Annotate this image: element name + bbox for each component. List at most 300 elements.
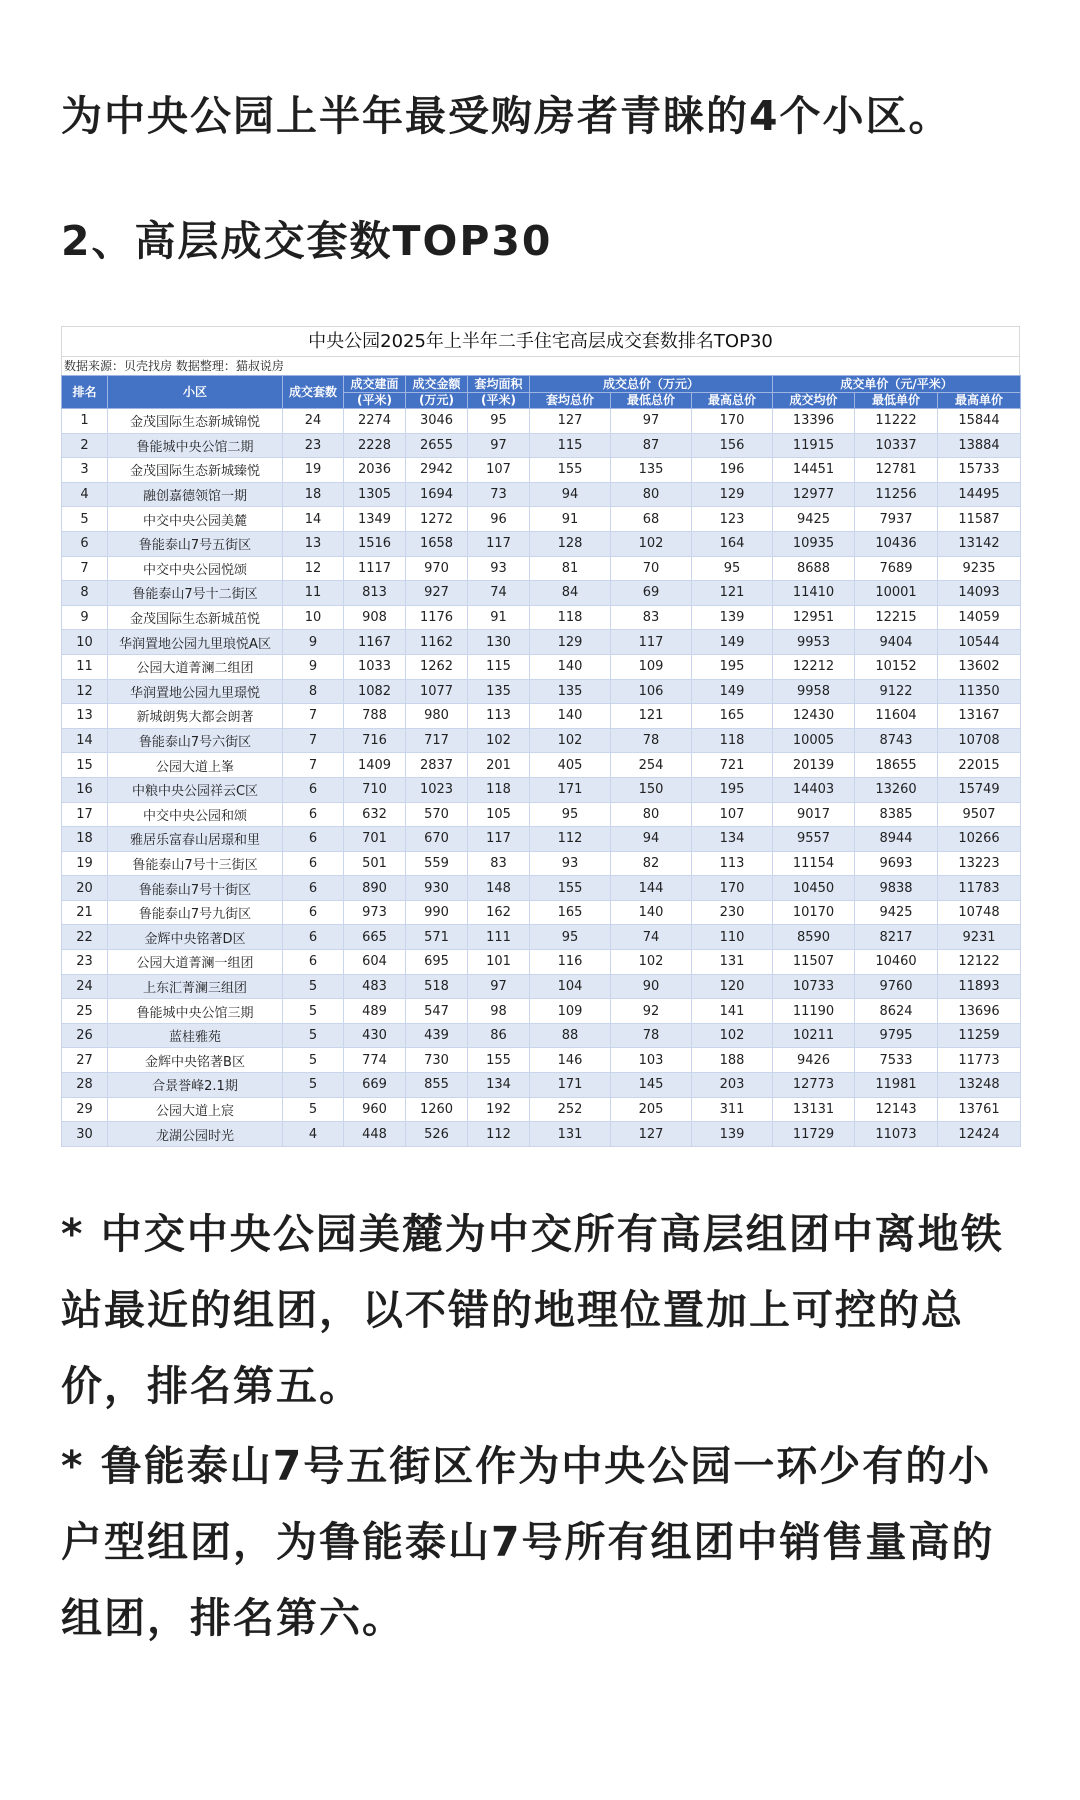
cell-unit-avg: 10733 (773, 974, 855, 999)
cell-unit-min: 8624 (855, 999, 938, 1024)
cell-count: 18 (283, 482, 344, 507)
cell-unit-max: 14059 (938, 605, 1021, 630)
cell-total-min: 144 (611, 876, 692, 901)
cell-unit-avg: 13396 (773, 409, 855, 434)
cell-total-max: 156 (692, 433, 773, 458)
header-amount-unit: (万元) (406, 393, 468, 409)
header-area: 成交建面 (344, 376, 406, 393)
cell-rank: 1 (62, 409, 108, 434)
cell-unit-min: 10436 (855, 531, 938, 556)
cell-rank: 28 (62, 1073, 108, 1098)
cell-avg-area: 113 (468, 704, 530, 729)
cell-unit-min: 8743 (855, 728, 938, 753)
cell-total-max: 123 (692, 507, 773, 532)
cell-unit-avg: 12951 (773, 605, 855, 630)
cell-total-avg: 129 (530, 630, 611, 655)
cell-area: 1082 (344, 679, 406, 704)
cell-count: 5 (283, 999, 344, 1024)
cell-unit-max: 13761 (938, 1097, 1021, 1122)
cell-unit-avg: 10005 (773, 728, 855, 753)
cell-total-avg: 102 (530, 728, 611, 753)
cell-total-min: 102 (611, 531, 692, 556)
cell-unit-min: 7533 (855, 1048, 938, 1073)
table-source: 数据来源：贝壳找房 数据整理：猫叔说房 (61, 356, 1020, 375)
cell-unit-min: 11604 (855, 704, 938, 729)
cell-unit-min: 9693 (855, 851, 938, 876)
cell-unit-max: 15844 (938, 409, 1021, 434)
intro-paragraph: 为中央公园上半年最受购房者青睐的4个小区。 (61, 92, 952, 140)
cell-count: 7 (283, 753, 344, 778)
cell-total-avg: 88 (530, 1023, 611, 1048)
cell-total-min: 109 (611, 654, 692, 679)
cell-unit-avg: 11154 (773, 851, 855, 876)
cell-unit-max: 11783 (938, 876, 1021, 901)
cell-count: 5 (283, 974, 344, 999)
header-rank: 排名 (62, 376, 108, 409)
cell-total-max: 120 (692, 974, 773, 999)
header-avg-area: 套均面积 (468, 376, 530, 393)
cell-avg-area: 155 (468, 1048, 530, 1073)
table-row (62, 409, 1021, 434)
cell-amount: 1694 (406, 482, 468, 507)
cell-count: 23 (283, 433, 344, 458)
cell-amount: 570 (406, 802, 468, 827)
cell-count: 6 (283, 950, 344, 975)
cell-amount: 1260 (406, 1097, 468, 1122)
cell-total-avg: 155 (530, 458, 611, 483)
cell-area: 813 (344, 581, 406, 606)
table-row (62, 728, 1021, 753)
cell-avg-area: 111 (468, 925, 530, 950)
cell-unit-min: 10460 (855, 950, 938, 975)
cell-avg-area: 97 (468, 433, 530, 458)
cell-unit-max: 9231 (938, 925, 1021, 950)
cell-total-avg: 104 (530, 974, 611, 999)
cell-avg-area: 98 (468, 999, 530, 1024)
cell-name: 金茂国际生态新城锦悦 (108, 409, 283, 434)
cell-name: 金辉中央铭著B区 (108, 1048, 283, 1073)
cell-total-avg: 95 (530, 925, 611, 950)
cell-rank: 12 (62, 679, 108, 704)
cell-avg-area: 96 (468, 507, 530, 532)
cell-unit-max: 13248 (938, 1073, 1021, 1098)
cell-avg-area: 91 (468, 605, 530, 630)
table-row (62, 433, 1021, 458)
cell-amount: 717 (406, 728, 468, 753)
cell-total-min: 87 (611, 433, 692, 458)
cell-area: 1033 (344, 654, 406, 679)
cell-unit-min: 12143 (855, 1097, 938, 1122)
cell-count: 12 (283, 556, 344, 581)
cell-unit-min: 11981 (855, 1073, 938, 1098)
table-row (62, 654, 1021, 679)
cell-area: 1409 (344, 753, 406, 778)
cell-unit-avg: 10211 (773, 1023, 855, 1048)
header-area-unit: (平米) (344, 393, 406, 409)
cell-total-avg: 171 (530, 1073, 611, 1098)
cell-rank: 3 (62, 458, 108, 483)
cell-rank: 14 (62, 728, 108, 753)
cell-unit-max: 11587 (938, 507, 1021, 532)
cell-area: 489 (344, 999, 406, 1024)
cell-avg-area: 86 (468, 1023, 530, 1048)
cell-avg-area: 130 (468, 630, 530, 655)
cell-area: 1349 (344, 507, 406, 532)
cell-total-avg: 118 (530, 605, 611, 630)
cell-rank: 9 (62, 605, 108, 630)
cell-area: 604 (344, 950, 406, 975)
cell-total-avg: 127 (530, 409, 611, 434)
cell-amount: 970 (406, 556, 468, 581)
cell-name: 鲁能泰山7号九街区 (108, 900, 283, 925)
cell-area: 716 (344, 728, 406, 753)
cell-total-avg: 128 (530, 531, 611, 556)
header-unit-min: 最低单价 (855, 393, 938, 409)
table-row (62, 777, 1021, 802)
cell-name: 雅居乐富春山居璟和里 (108, 827, 283, 852)
cell-total-avg: 165 (530, 900, 611, 925)
cell-area: 2036 (344, 458, 406, 483)
cell-total-max: 721 (692, 753, 773, 778)
cell-count: 8 (283, 679, 344, 704)
cell-rank: 30 (62, 1122, 108, 1147)
cell-total-min: 78 (611, 1023, 692, 1048)
cell-unit-max: 13884 (938, 433, 1021, 458)
cell-avg-area: 105 (468, 802, 530, 827)
cell-unit-avg: 10170 (773, 900, 855, 925)
cell-unit-min: 9122 (855, 679, 938, 704)
cell-total-min: 74 (611, 925, 692, 950)
cell-rank: 25 (62, 999, 108, 1024)
cell-name: 蓝桂雅苑 (108, 1023, 283, 1048)
header-unit-max: 最高单价 (938, 393, 1021, 409)
cell-total-min: 92 (611, 999, 692, 1024)
cell-total-min: 94 (611, 827, 692, 852)
cell-amount: 930 (406, 876, 468, 901)
cell-count: 13 (283, 531, 344, 556)
table-row (62, 458, 1021, 483)
cell-total-avg: 95 (530, 802, 611, 827)
cell-count: 7 (283, 704, 344, 729)
cell-total-min: 121 (611, 704, 692, 729)
cell-name: 鲁能泰山7号十二街区 (108, 581, 283, 606)
cell-rank: 6 (62, 531, 108, 556)
cell-avg-area: 95 (468, 409, 530, 434)
cell-rank: 2 (62, 433, 108, 458)
cell-amount: 2655 (406, 433, 468, 458)
cell-amount: 2942 (406, 458, 468, 483)
cell-unit-avg: 11410 (773, 581, 855, 606)
cell-total-max: 195 (692, 654, 773, 679)
table-row (62, 876, 1021, 901)
cell-total-avg: 131 (530, 1122, 611, 1147)
cell-total-min: 69 (611, 581, 692, 606)
cell-count: 6 (283, 777, 344, 802)
cell-rank: 24 (62, 974, 108, 999)
cell-total-avg: 93 (530, 851, 611, 876)
cell-unit-min: 12781 (855, 458, 938, 483)
cell-avg-area: 115 (468, 654, 530, 679)
cell-avg-area: 102 (468, 728, 530, 753)
cell-total-avg: 140 (530, 704, 611, 729)
cell-area: 1117 (344, 556, 406, 581)
cell-total-avg: 135 (530, 679, 611, 704)
cell-name: 鲁能泰山7号五街区 (108, 531, 283, 556)
cell-name: 上东汇菁澜三组团 (108, 974, 283, 999)
table-row (62, 556, 1021, 581)
cell-name: 融创嘉德领馆一期 (108, 482, 283, 507)
cell-total-avg: 252 (530, 1097, 611, 1122)
cell-total-max: 141 (692, 999, 773, 1024)
cell-rank: 22 (62, 925, 108, 950)
cell-name: 公园大道上宸 (108, 1097, 283, 1122)
cell-unit-avg: 9953 (773, 630, 855, 655)
cell-total-max: 102 (692, 1023, 773, 1048)
cell-unit-max: 10266 (938, 827, 1021, 852)
cell-amount: 1272 (406, 507, 468, 532)
cell-unit-avg: 12212 (773, 654, 855, 679)
cell-name: 中交中央公园悦颂 (108, 556, 283, 581)
cell-count: 9 (283, 630, 344, 655)
cell-unit-max: 22015 (938, 753, 1021, 778)
cell-unit-avg: 9958 (773, 679, 855, 704)
cell-area: 973 (344, 900, 406, 925)
cell-avg-area: 101 (468, 950, 530, 975)
cell-total-max: 110 (692, 925, 773, 950)
cell-count: 9 (283, 654, 344, 679)
cell-rank: 7 (62, 556, 108, 581)
cell-count: 4 (283, 1122, 344, 1147)
cell-total-avg: 140 (530, 654, 611, 679)
cell-unit-min: 9838 (855, 876, 938, 901)
cell-total-min: 70 (611, 556, 692, 581)
header-total-min: 最低总价 (611, 393, 692, 409)
cell-unit-min: 10152 (855, 654, 938, 679)
cell-total-min: 78 (611, 728, 692, 753)
cell-unit-max: 13602 (938, 654, 1021, 679)
table-row (62, 974, 1021, 999)
cell-unit-max: 13167 (938, 704, 1021, 729)
cell-name: 金辉中央铭著D区 (108, 925, 283, 950)
cell-unit-max: 14093 (938, 581, 1021, 606)
table-row (62, 925, 1021, 950)
table-row (62, 753, 1021, 778)
cell-unit-max: 12122 (938, 950, 1021, 975)
cell-unit-avg: 10935 (773, 531, 855, 556)
cell-name: 公园大道菁澜一组团 (108, 950, 283, 975)
cell-unit-max: 9235 (938, 556, 1021, 581)
cell-total-min: 145 (611, 1073, 692, 1098)
cell-unit-min: 7689 (855, 556, 938, 581)
cell-total-max: 164 (692, 531, 773, 556)
cell-unit-min: 11073 (855, 1122, 938, 1147)
cell-total-max: 195 (692, 777, 773, 802)
cell-total-min: 90 (611, 974, 692, 999)
cell-total-max: 113 (692, 851, 773, 876)
cell-total-avg: 171 (530, 777, 611, 802)
cell-count: 6 (283, 925, 344, 950)
header-amount: 成交金额 (406, 376, 468, 393)
cell-amount: 547 (406, 999, 468, 1024)
cell-area: 430 (344, 1023, 406, 1048)
table-row (62, 507, 1021, 532)
cell-name: 中交中央公园美麓 (108, 507, 283, 532)
table-row (62, 950, 1021, 975)
cell-amount: 2837 (406, 753, 468, 778)
cell-amount: 571 (406, 925, 468, 950)
cell-rank: 16 (62, 777, 108, 802)
cell-total-max: 139 (692, 1122, 773, 1147)
cell-avg-area: 73 (468, 482, 530, 507)
cell-amount: 670 (406, 827, 468, 852)
cell-total-min: 254 (611, 753, 692, 778)
cell-rank: 4 (62, 482, 108, 507)
cell-name: 鲁能泰山7号十街区 (108, 876, 283, 901)
header-unit-price-group: 成交单价（元/平米） (773, 376, 1021, 393)
cell-unit-min: 10001 (855, 581, 938, 606)
cell-avg-area: 93 (468, 556, 530, 581)
cell-amount: 855 (406, 1073, 468, 1098)
table-row (62, 900, 1021, 925)
cell-unit-max: 13696 (938, 999, 1021, 1024)
cell-unit-max: 11773 (938, 1048, 1021, 1073)
table-row (62, 827, 1021, 852)
cell-name: 金茂国际生态新城臻悦 (108, 458, 283, 483)
cell-total-max: 118 (692, 728, 773, 753)
cell-rank: 15 (62, 753, 108, 778)
cell-unit-avg: 9425 (773, 507, 855, 532)
cell-unit-max: 10708 (938, 728, 1021, 753)
cell-total-min: 80 (611, 802, 692, 827)
cell-count: 5 (283, 1073, 344, 1098)
ranking-table-image[interactable] (61, 326, 1020, 1147)
cell-total-max: 170 (692, 876, 773, 901)
cell-unit-min: 9760 (855, 974, 938, 999)
cell-unit-min: 11256 (855, 482, 938, 507)
cell-unit-avg: 8590 (773, 925, 855, 950)
cell-total-max: 107 (692, 802, 773, 827)
cell-total-max: 139 (692, 605, 773, 630)
cell-amount: 927 (406, 581, 468, 606)
cell-name: 华润置地公园九里琅悦A区 (108, 630, 283, 655)
cell-unit-max: 10748 (938, 900, 1021, 925)
cell-total-max: 149 (692, 630, 773, 655)
cell-unit-max: 11893 (938, 974, 1021, 999)
cell-unit-max: 10544 (938, 630, 1021, 655)
cell-count: 24 (283, 409, 344, 434)
cell-total-avg: 405 (530, 753, 611, 778)
cell-rank: 18 (62, 827, 108, 852)
table-row (62, 605, 1021, 630)
cell-unit-avg: 9557 (773, 827, 855, 852)
cell-amount: 1023 (406, 777, 468, 802)
cell-area: 669 (344, 1073, 406, 1098)
cell-name: 新城朗隽大都会朗著 (108, 704, 283, 729)
cell-avg-area: 117 (468, 827, 530, 852)
cell-total-max: 165 (692, 704, 773, 729)
cell-avg-area: 135 (468, 679, 530, 704)
cell-rank: 21 (62, 900, 108, 925)
cell-total-max: 149 (692, 679, 773, 704)
cell-avg-area: 134 (468, 1073, 530, 1098)
cell-amount: 559 (406, 851, 468, 876)
cell-amount: 439 (406, 1023, 468, 1048)
cell-area: 2228 (344, 433, 406, 458)
cell-area: 665 (344, 925, 406, 950)
cell-total-avg: 155 (530, 876, 611, 901)
cell-total-max: 230 (692, 900, 773, 925)
cell-unit-avg: 9426 (773, 1048, 855, 1073)
cell-total-max: 131 (692, 950, 773, 975)
cell-unit-avg: 8688 (773, 556, 855, 581)
table-row (62, 1048, 1021, 1073)
cell-rank: 19 (62, 851, 108, 876)
cell-area: 890 (344, 876, 406, 901)
cell-unit-avg: 11507 (773, 950, 855, 975)
cell-amount: 1658 (406, 531, 468, 556)
cell-total-avg: 115 (530, 433, 611, 458)
cell-rank: 11 (62, 654, 108, 679)
cell-name: 鲁能城中央公馆三期 (108, 999, 283, 1024)
cell-area: 1305 (344, 482, 406, 507)
cell-amount: 1077 (406, 679, 468, 704)
cell-unit-min: 8217 (855, 925, 938, 950)
cell-unit-max: 13142 (938, 531, 1021, 556)
table-row (62, 1122, 1021, 1147)
table-body (62, 409, 1021, 1147)
cell-count: 6 (283, 827, 344, 852)
cell-unit-min: 10337 (855, 433, 938, 458)
cell-total-min: 140 (611, 900, 692, 925)
cell-total-min: 103 (611, 1048, 692, 1073)
cell-amount: 518 (406, 974, 468, 999)
cell-total-max: 311 (692, 1097, 773, 1122)
cell-unit-min: 8385 (855, 802, 938, 827)
cell-rank: 26 (62, 1023, 108, 1048)
cell-unit-avg: 11915 (773, 433, 855, 458)
header-name: 小区 (108, 376, 283, 409)
cell-unit-min: 8944 (855, 827, 938, 852)
cell-count: 6 (283, 802, 344, 827)
cell-name: 公园大道菁澜二组团 (108, 654, 283, 679)
cell-count: 7 (283, 728, 344, 753)
table-row (62, 679, 1021, 704)
cell-total-max: 170 (692, 409, 773, 434)
cell-unit-min: 7937 (855, 507, 938, 532)
cell-unit-avg: 10450 (773, 876, 855, 901)
cell-rank: 17 (62, 802, 108, 827)
cell-unit-max: 14495 (938, 482, 1021, 507)
cell-count: 5 (283, 1097, 344, 1122)
cell-total-avg: 94 (530, 482, 611, 507)
cell-count: 19 (283, 458, 344, 483)
cell-unit-min: 12215 (855, 605, 938, 630)
cell-rank: 29 (62, 1097, 108, 1122)
table-title: 中央公园2025年上半年二手住宅高层成交套数排名TOP30 (61, 326, 1020, 356)
cell-avg-area: 117 (468, 531, 530, 556)
cell-area: 448 (344, 1122, 406, 1147)
cell-total-max: 196 (692, 458, 773, 483)
cell-unit-avg: 12430 (773, 704, 855, 729)
cell-total-avg: 81 (530, 556, 611, 581)
cell-avg-area: 112 (468, 1122, 530, 1147)
cell-total-avg: 116 (530, 950, 611, 975)
cell-total-avg: 91 (530, 507, 611, 532)
cell-amount: 1262 (406, 654, 468, 679)
cell-rank: 23 (62, 950, 108, 975)
cell-total-min: 82 (611, 851, 692, 876)
cell-avg-area: 192 (468, 1097, 530, 1122)
